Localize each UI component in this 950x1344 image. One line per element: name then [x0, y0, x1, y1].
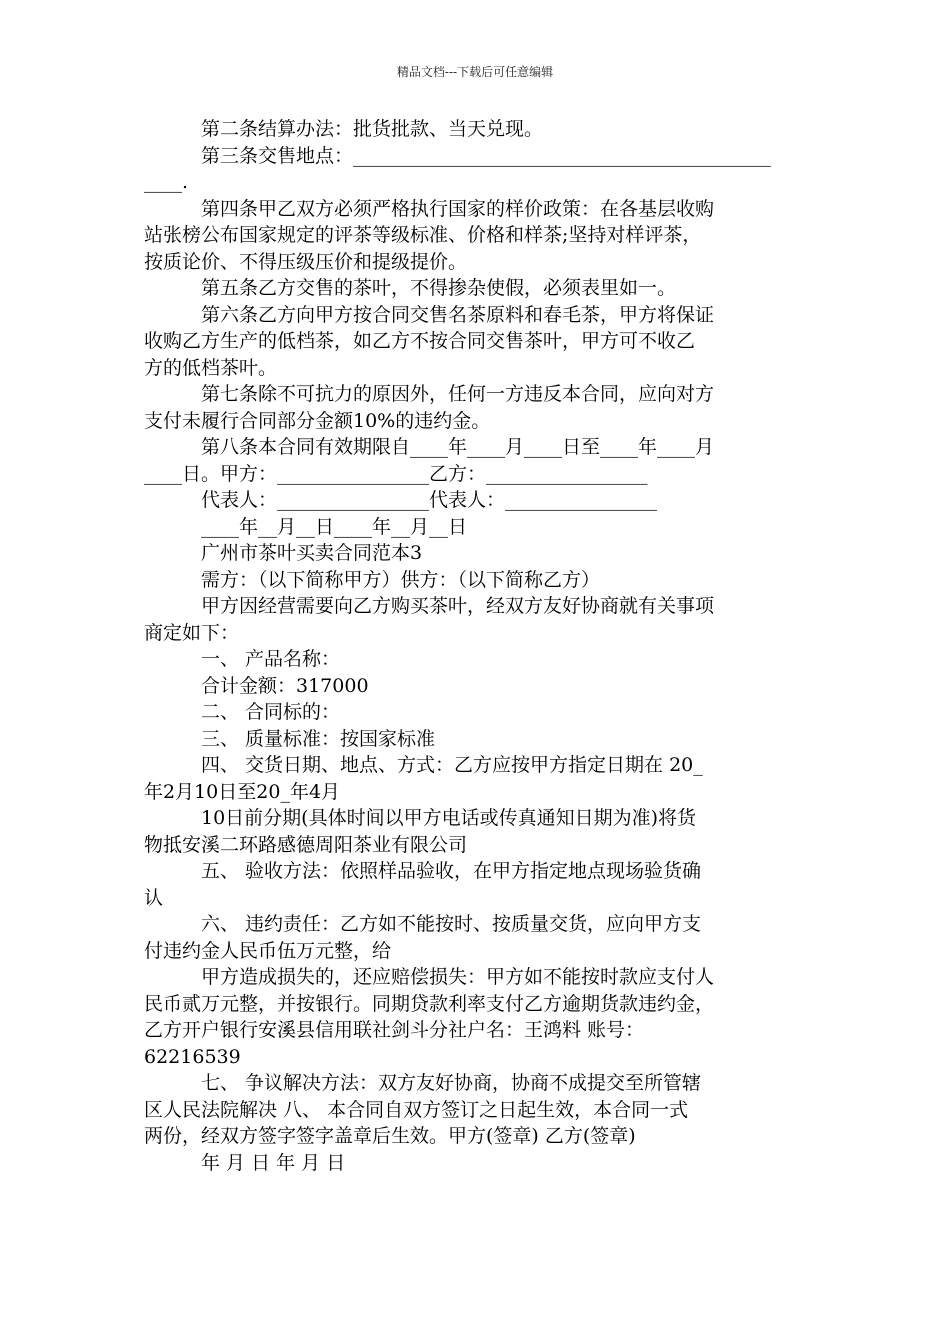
text-line: 四、 交货日期、地点、方式：乙方应按甲方指定日期在 20_ [201, 754, 703, 776]
text-line: ____. [144, 171, 189, 193]
text-line: 年2月10日至20_年4月 [144, 780, 341, 803]
text-line: 七、 争议解决方法：双方友好协商，协商不成提交至所管辖 [201, 1072, 702, 1094]
text-line: 按质论价、不得压级压价和提级提价。 [144, 250, 468, 273]
page-header: 精品文档---下载后可任意编辑 [396, 65, 554, 79]
text-line: 第五条乙方交售的茶叶，不得掺杂使假，必须表里如一。 [201, 277, 677, 299]
text-line: 第七条除不可抗力的原因外，任何一方违反本合同，应向对方 [201, 383, 715, 405]
text-line: 第三条交售地点：____________________________________________ [201, 144, 772, 167]
text-line: 代表人：________________代表人：________________ [201, 489, 658, 511]
document-body [144, 116, 809, 1176]
text-line: 方的低档茶叶。 [144, 356, 278, 379]
text-line: 甲方因经营需要向乙方购买茶叶，经双方友好协商就有关事项 [201, 595, 715, 617]
text-line: 支付未履行合同部分金额10%的违约金。 [144, 409, 491, 432]
text-line: 三、 质量标准：按国家标准 [201, 727, 436, 750]
text-line: 商定如下： [144, 621, 240, 644]
text-line: 站张榜公布国家规定的评茶等级标准、价格和样茶;坚持对样评茶， [144, 224, 702, 246]
text-line: 民币贰万元整，并按银行。同期贷款利率支付乙方逾期货款违约金， [144, 992, 715, 1015]
text-line: 付违约金人民币伍万元整，给 [144, 939, 392, 962]
text-line: 甲方造成损失的，还应赔偿损失：甲方如不能按时款应支付人 [201, 966, 715, 988]
text-line: 第二条结算办法：批货批款、当天兑现。 [201, 118, 544, 140]
text-line: 需方：（以下简称甲方）供方：（以下简称乙方） [201, 568, 601, 591]
text-line: 区人民法院解决 八、 本合同自双方签订之日起生效，本合同一式 [144, 1098, 689, 1121]
text-line: 合计金额：317000 [201, 674, 369, 697]
text-line: 两份，经双方签字签字盖章后生效。甲方(签章) 乙方(签章) [144, 1125, 636, 1147]
text-line: 62216539 [144, 1045, 241, 1068]
section-title: 广州市茶叶买卖合同范本3 [201, 542, 423, 564]
text-line: 第八条本合同有效期限自____年____月____日至____年____月 [201, 436, 715, 458]
text-line: 一、 产品名称： [201, 648, 341, 670]
text-line: 五、 验收方法：依照样品验收，在甲方指定地点现场验货确 [201, 860, 702, 882]
text-line: 乙方开户银行安溪县信用联社剑斗分社户名：王鸿料 账号： [144, 1019, 645, 1041]
text-line: 六、 违约责任：乙方如不能按时、按质量交货，应向甲方支 [201, 913, 702, 935]
text-line: 第四条甲乙双方必须严格执行国家的样价政策：在各基层收购 [201, 197, 715, 220]
text-line: 年 月 日 年 月 日 [201, 1151, 346, 1174]
text-line: 第六条乙方向甲方按合同交售名茶原料和春毛茶，甲方将保证 [201, 303, 715, 326]
text-line: 物抵安溪二环路感德周阳茶业有限公司 [144, 833, 468, 856]
text-line: 二、 合同标的： [201, 701, 341, 723]
text-line: 收购乙方生产的低档茶，如乙方不按合同交售茶叶，甲方可不收乙 [144, 330, 696, 352]
text-line: 10日前分期(具体时间以甲方电话或传真通知日期为准)将货 [201, 807, 697, 829]
text-line: ____年__月__日____年__月__日 [201, 515, 468, 538]
text-line: 认 [144, 886, 164, 909]
text-line: ____日。甲方：________________乙方：_________________ [144, 462, 648, 485]
